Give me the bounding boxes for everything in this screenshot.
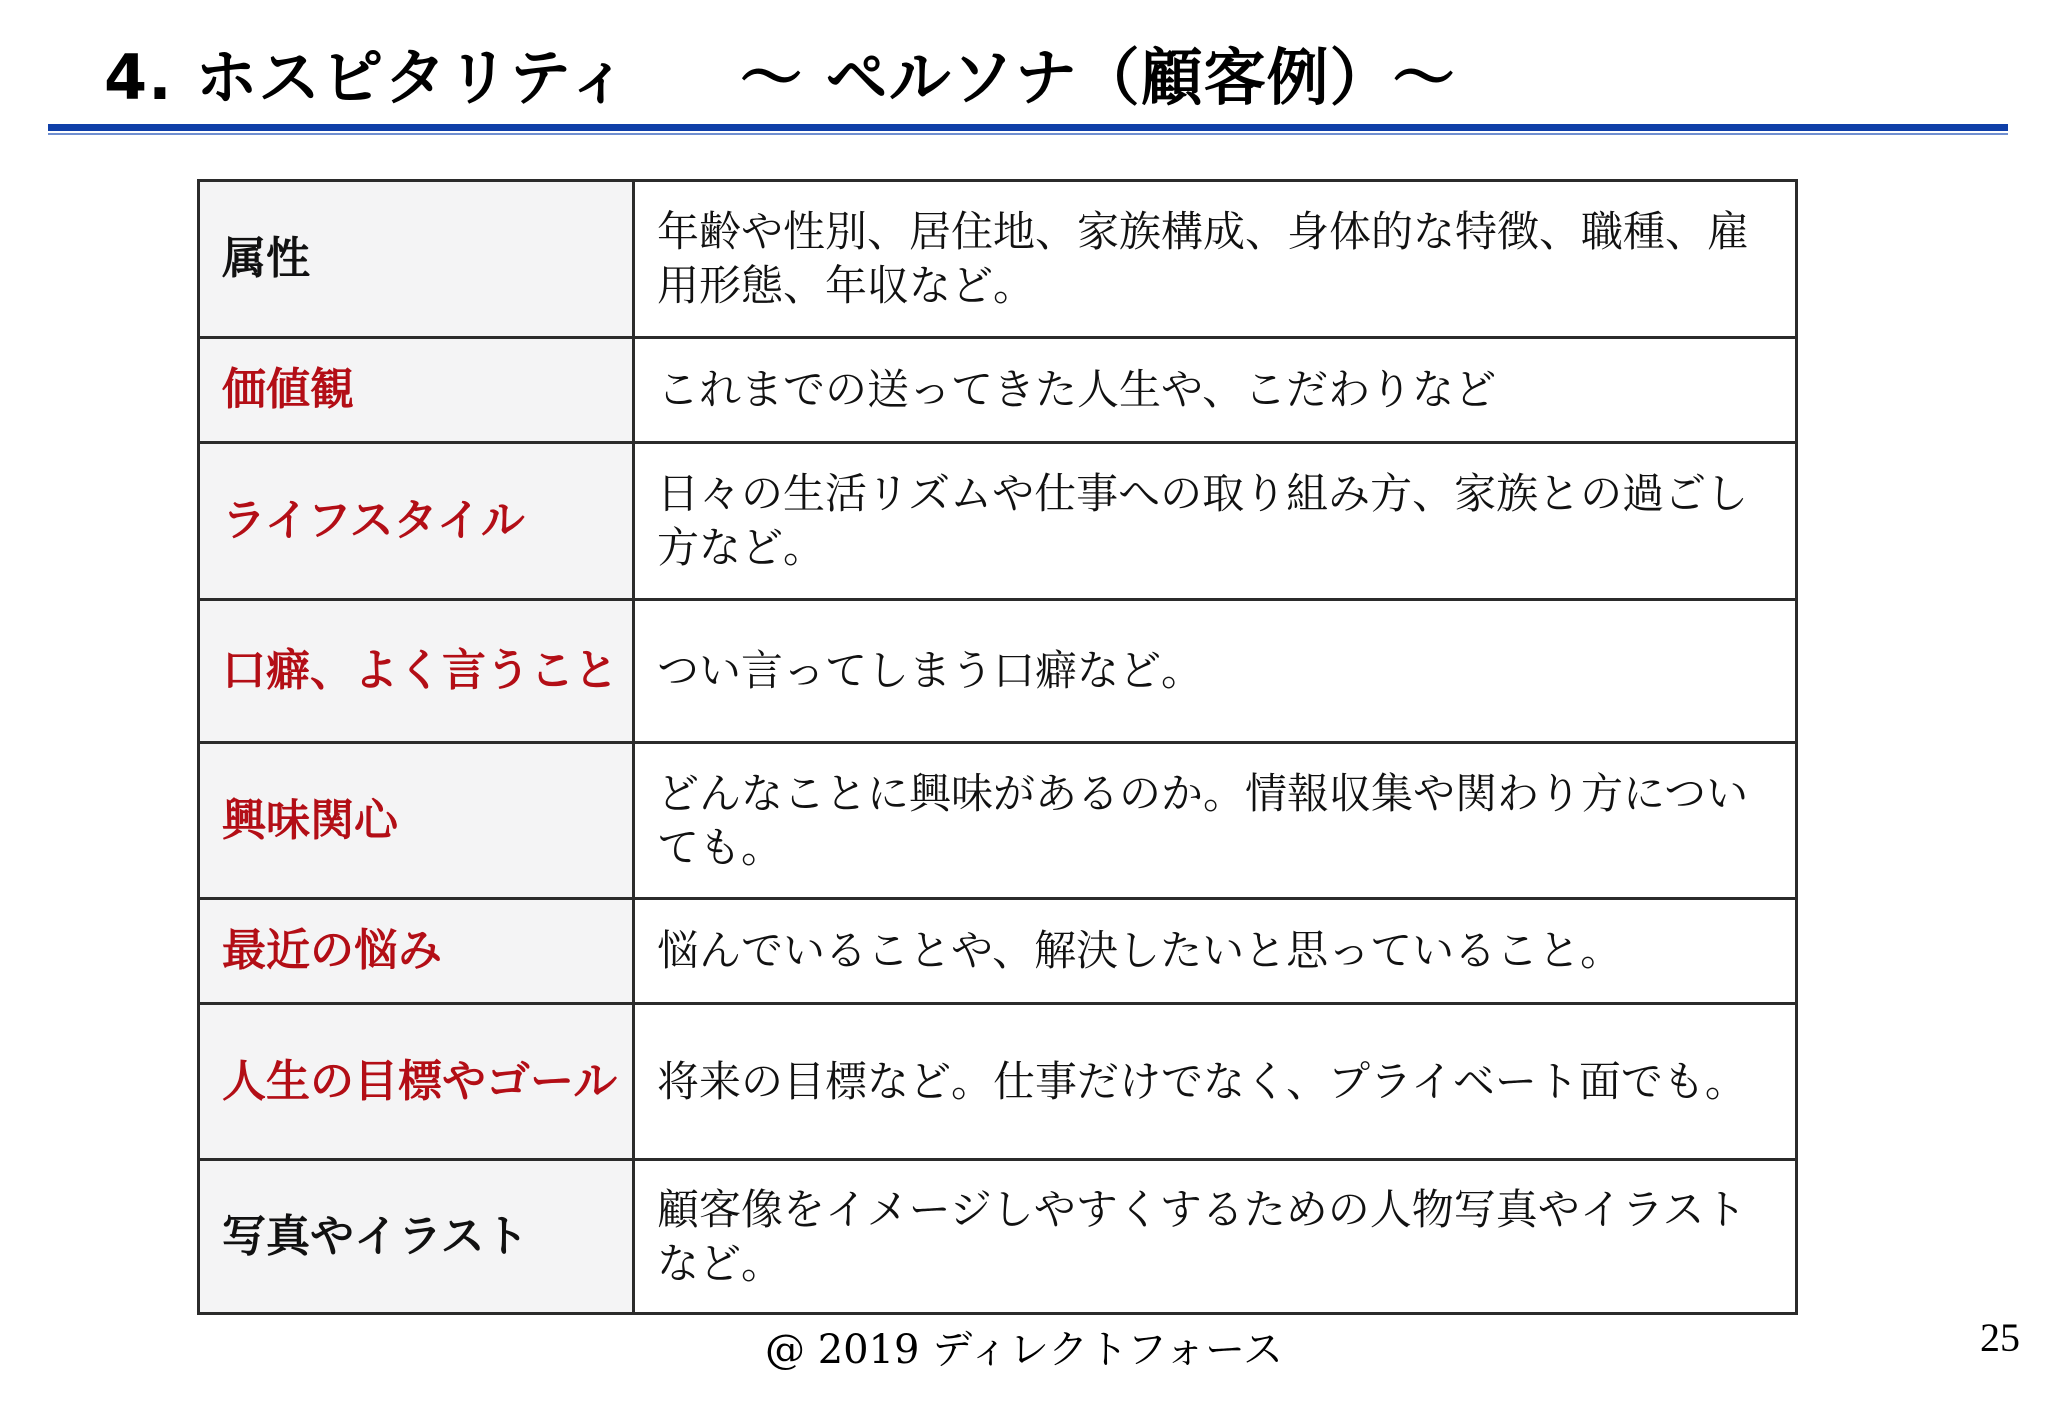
- table-row: [199, 899, 1797, 1004]
- title-underline-thin: [48, 133, 2008, 135]
- table-row: [199, 443, 1797, 600]
- row-label: 人生の目標やゴール: [199, 1004, 634, 1160]
- table-row: [199, 743, 1797, 899]
- title-underline: [48, 124, 2008, 131]
- row-description: これまでの送ってきた人生や、こだわりなど: [634, 338, 1797, 443]
- row-description: 悩んでいることや、解決したいと思っていること。: [634, 899, 1797, 1004]
- row-label: 写真やイラスト: [199, 1160, 634, 1314]
- row-description: 年齢や性別、居住地、家族構成、身体的な特徴、職種、雇用形態、年収など。: [634, 181, 1797, 338]
- table-row: [199, 338, 1797, 443]
- row-description: どんなことに興味があるのか。情報収集や関わり方についても。: [634, 743, 1797, 899]
- row-description: つい言ってしまう口癖など。: [634, 600, 1797, 743]
- row-label: 属性: [199, 181, 634, 338]
- slide-title-main: 4. ホスピタリティ: [104, 41, 631, 114]
- row-description: 日々の生活リズムや仕事への取り組み方、家族との過ごし方など。: [634, 443, 1797, 600]
- page-number: 25: [1980, 1315, 2020, 1360]
- row-description: 顧客像をイメージしやすくするための人物写真やイラストなど。: [634, 1160, 1797, 1314]
- table-row: [199, 1004, 1797, 1160]
- slide-title-sub: ～ ペルソナ（顧客例）～: [740, 41, 1456, 114]
- persona-table: [197, 179, 1798, 1315]
- row-label: 口癖、よく言うこと: [199, 600, 634, 743]
- row-label: 最近の悩み: [199, 899, 634, 1004]
- table-row: [199, 1160, 1797, 1314]
- row-description: 将来の目標など。仕事だけでなく、プライベート面でも。: [634, 1004, 1797, 1160]
- footer-copyright: @ 2019 ディレクトフォース: [764, 1327, 1284, 1373]
- table-row: [199, 600, 1797, 743]
- table-row: [199, 181, 1797, 338]
- row-label: 興味関心: [199, 743, 634, 899]
- slide-title: [104, 28, 2004, 128]
- row-label: 価値観: [199, 338, 634, 443]
- row-label: ライフスタイル: [199, 443, 634, 600]
